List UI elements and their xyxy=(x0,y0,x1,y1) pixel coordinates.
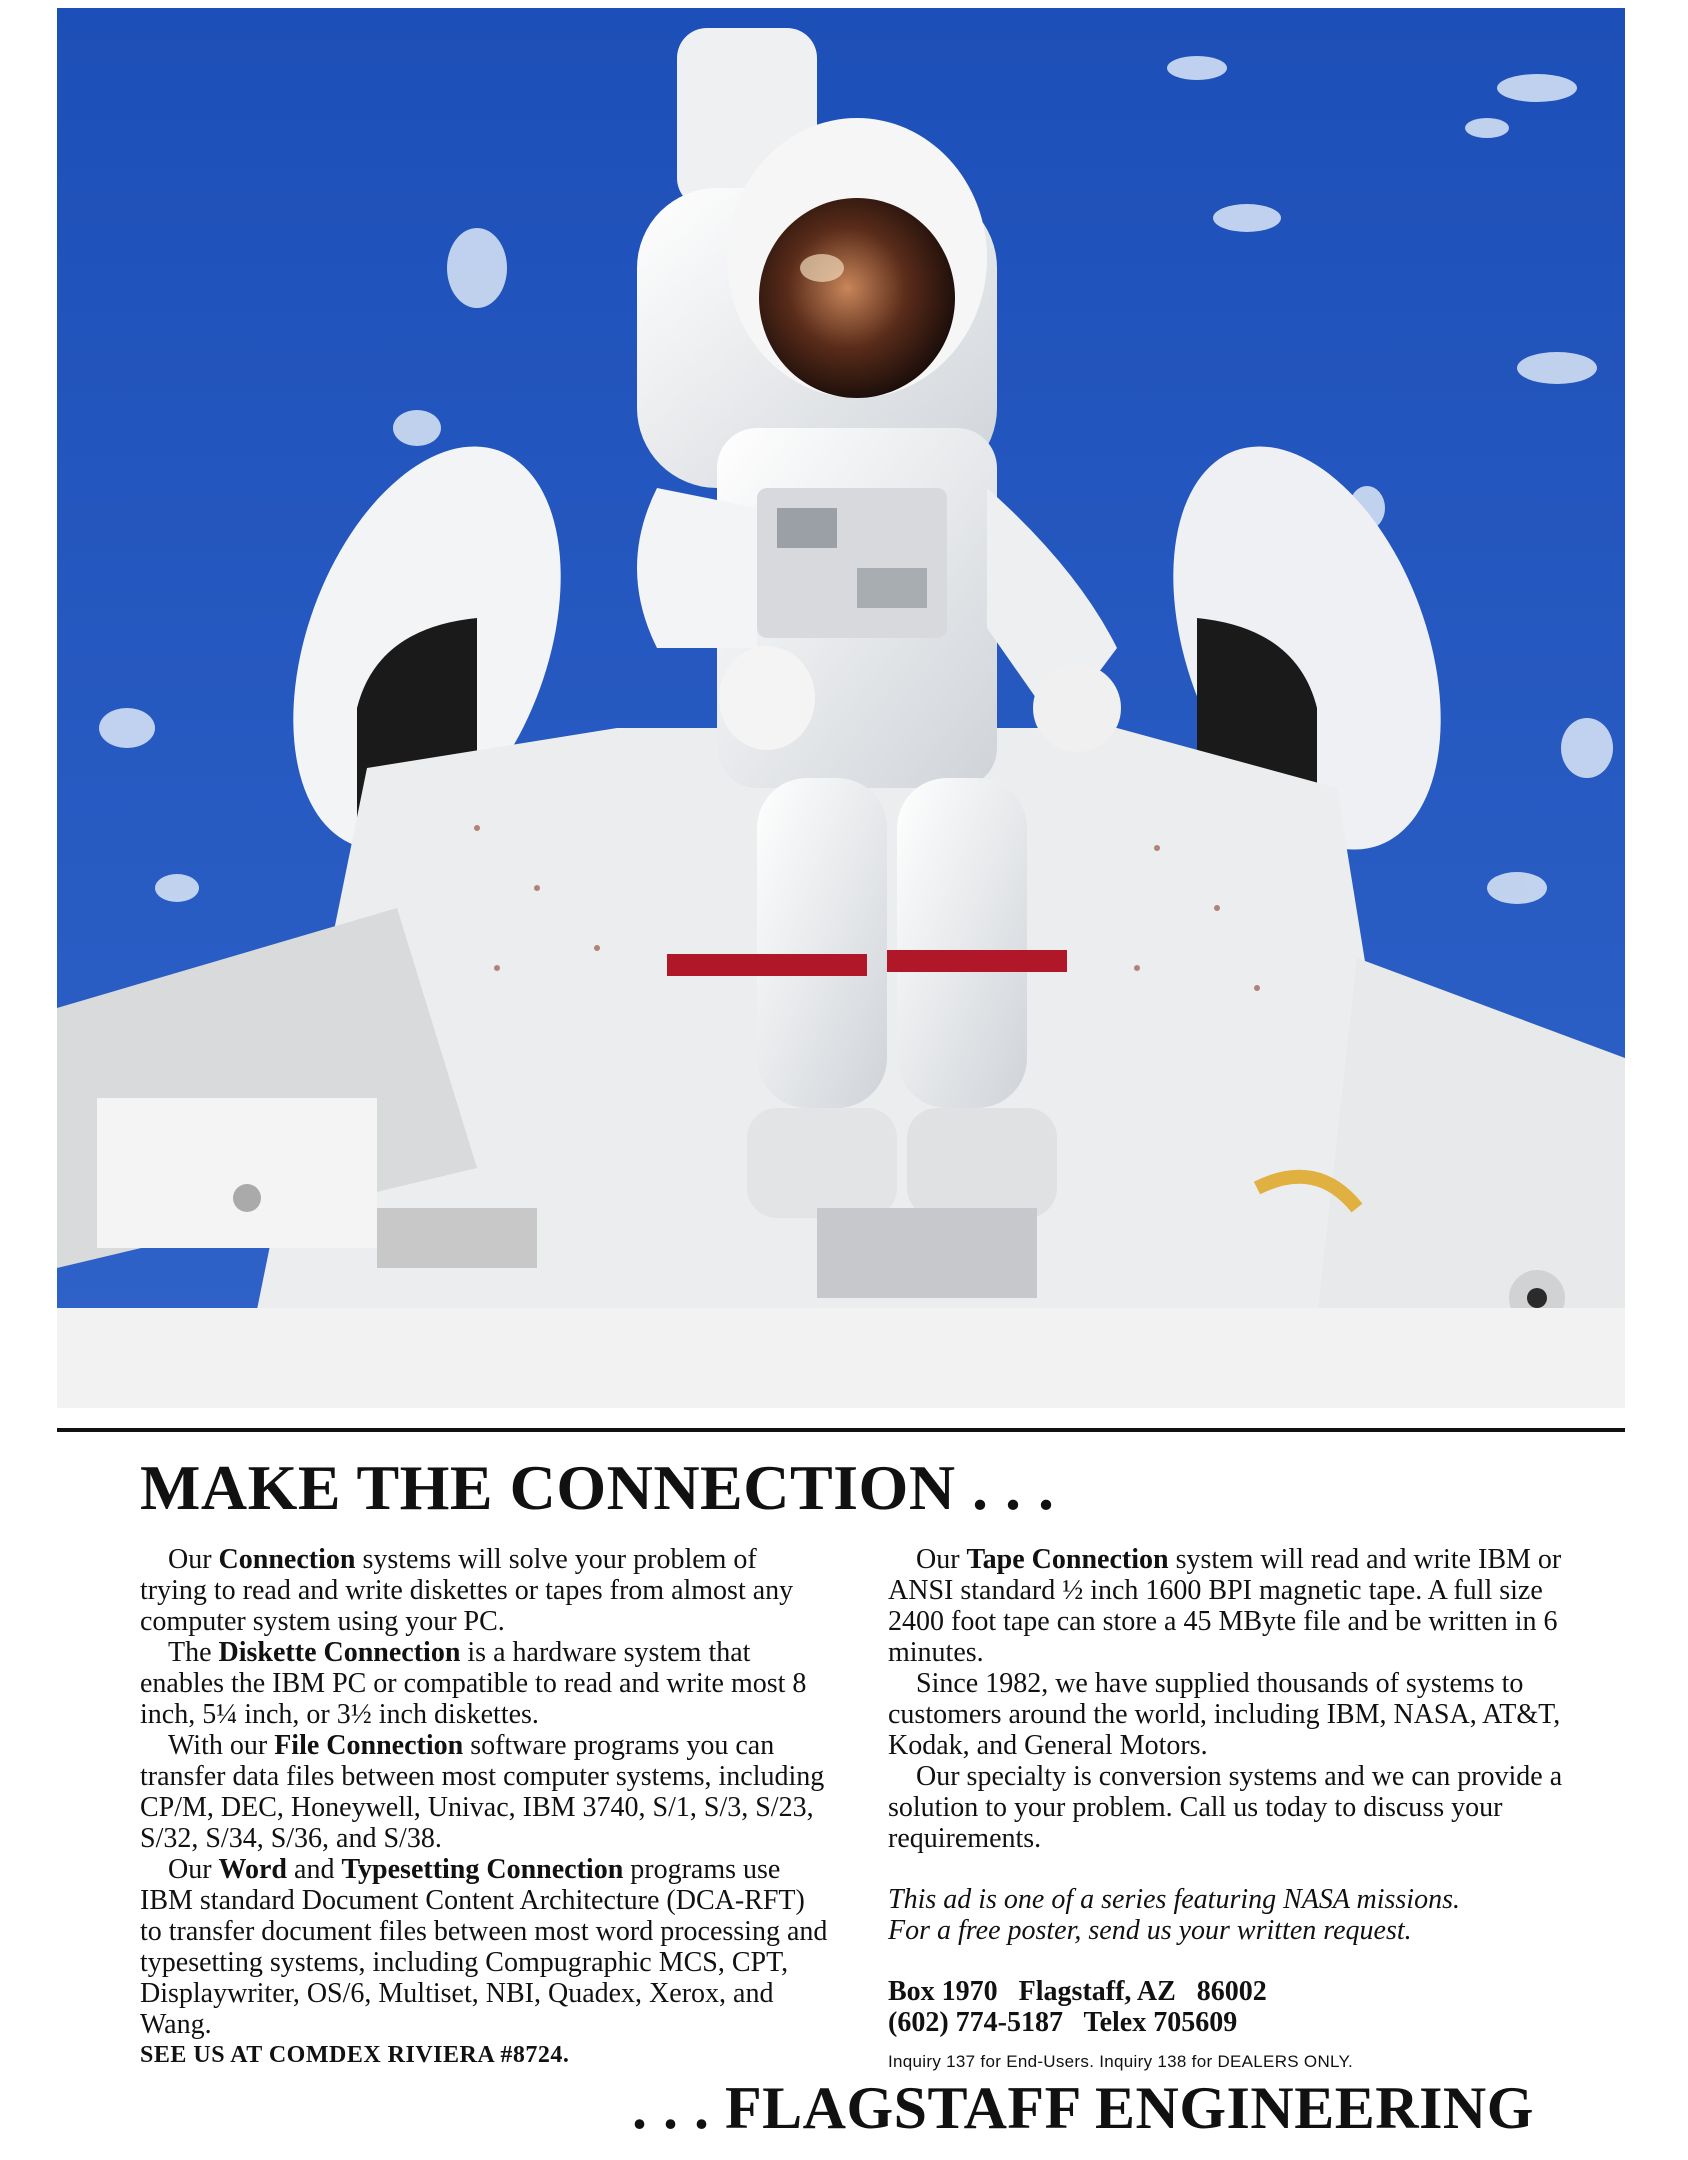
paragraph-file-connection: With our File Connection software programs you can transfer data files between most computer systems, including CP/M, DEC, Honeywell, Univac, IBM 3740, S/1, S/3, S/23, S/32, S/34, S/36, and S/38. xyxy=(140,1730,825,1854)
paragraph-tape-connection: Our Tape Connection system will read and write IBM or ANSI standard ½ inch 1600 BPI magnetic tape. A full size 2400 foot tape can store a 45 MByte file and be written in 6 minutes. xyxy=(888,1544,1562,1668)
poster-offer-line-1: This ad is one of a series featuring NASA missions. xyxy=(888,1884,1460,1915)
phone-telex-line: (602) 774-5187 Telex 705609 xyxy=(888,2007,1238,2038)
address-line: Box 1970 Flagstaff, AZ 86002 xyxy=(888,1976,1267,2007)
left-column xyxy=(140,1544,830,2071)
divider-rule xyxy=(57,1428,1625,1432)
inquiry-note: Inquiry 137 for End-Users. Inquiry 138 for DEALERS ONLY. xyxy=(888,2052,1353,2071)
paragraph-word-typesetting-connection: Our Word and Typesetting Connection programs use IBM standard Document Content Architecture (DCA-RFT) to transfer document files between most word processing and typesetting systems, including Compugraphic MCS, CPT, Displaywriter, OS/6, Multiset, NBI, Quadex, Xerox, and Wang. xyxy=(140,1854,828,2040)
right-column xyxy=(888,1544,1588,2072)
poster-offer-line-2: For a free poster, send us your written request. xyxy=(888,1915,1412,1946)
company-signoff: . . . FLAGSTAFF ENGINEERING xyxy=(632,2075,1534,2141)
headline: MAKE THE CONNECTION . . . xyxy=(140,1452,1055,1523)
paragraph-history: Since 1982, we have supplied thousands of systems to customers around the world, including IBM, NASA, AT&T, Kodak, and General Motors. xyxy=(888,1668,1561,1761)
astronaut-illustration xyxy=(57,8,1625,1408)
paragraph-connection: Our Connection systems will solve your problem of trying to read and write diskettes or tapes from almost any computer system using your PC. xyxy=(140,1544,794,1637)
paragraph-specialty: Our specialty is conversion systems and we can provide a solution to your problem. Call us today to discuss your requirements. xyxy=(888,1761,1563,1854)
contact-address xyxy=(888,1976,1588,2038)
comdex-notice: SEE US AT COMDEX RIVIERA #8724. xyxy=(140,2042,570,2068)
paragraph-diskette-connection: The Diskette Connection is a hardware system that enables the IBM PC or compatible to read and write most 8 inch, 5¼ inch, or 3½ inch diskettes. xyxy=(140,1637,807,1730)
astronaut-spacewalk-photo xyxy=(57,8,1625,1408)
poster-offer xyxy=(888,1884,1588,1946)
